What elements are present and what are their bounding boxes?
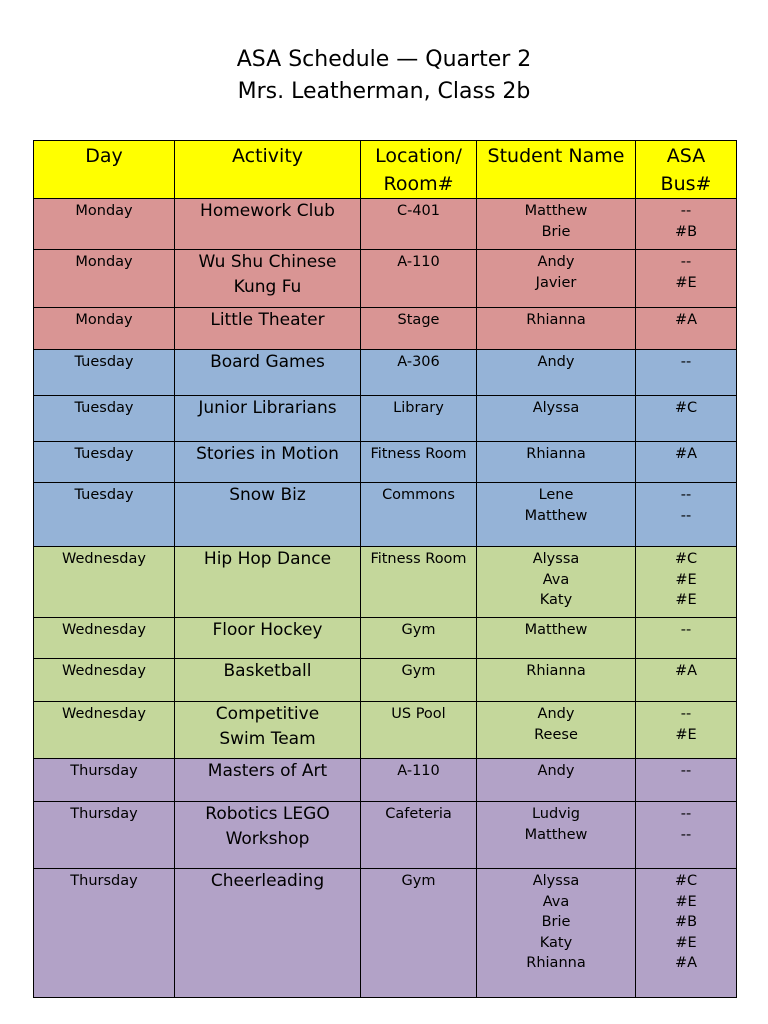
header-bus: ASA Bus#	[636, 141, 737, 199]
activity-cell: Board Games	[175, 350, 361, 396]
activity-cell: Robotics LEGO Workshop	[175, 802, 361, 869]
day-cell: Thursday	[34, 869, 175, 998]
table-row	[34, 442, 737, 483]
table-row	[34, 199, 737, 250]
day-cell: Monday	[34, 250, 175, 308]
activity-cell: Competitive Swim Team	[175, 702, 361, 759]
location-cell: US Pool	[361, 702, 477, 759]
location-cell: A-306	[361, 350, 477, 396]
day-cell: Tuesday	[34, 483, 175, 547]
location-cell: Fitness Room	[361, 442, 477, 483]
header-location: Location/ Room#	[361, 141, 477, 199]
table-row	[34, 396, 737, 442]
bus-cell: #A	[636, 442, 737, 483]
table-row	[34, 350, 737, 396]
bus-cell: #A	[636, 308, 737, 350]
location-cell: Gym	[361, 869, 477, 998]
day-cell: Thursday	[34, 802, 175, 869]
activity-cell: Floor Hockey	[175, 618, 361, 659]
header-activity: Activity	[175, 141, 361, 199]
student-name-cell: Andy Reese	[477, 702, 636, 759]
table-row	[34, 308, 737, 350]
student-name-cell: Andy	[477, 350, 636, 396]
activity-cell: Snow Biz	[175, 483, 361, 547]
location-cell: Cafeteria	[361, 802, 477, 869]
header-day: Day	[34, 141, 175, 199]
bus-cell: -- #B	[636, 199, 737, 250]
location-cell: Commons	[361, 483, 477, 547]
location-cell: A-110	[361, 250, 477, 308]
bus-cell: -- #E	[636, 250, 737, 308]
bus-cell: #A	[636, 659, 737, 702]
day-cell: Wednesday	[34, 659, 175, 702]
day-cell: Thursday	[34, 759, 175, 802]
day-cell: Monday	[34, 199, 175, 250]
day-cell: Tuesday	[34, 442, 175, 483]
bus-cell: --	[636, 759, 737, 802]
table-row	[34, 702, 737, 759]
location-cell: A-110	[361, 759, 477, 802]
day-cell: Tuesday	[34, 396, 175, 442]
bus-cell: -- --	[636, 483, 737, 547]
header-student-name: Student Name	[477, 141, 636, 199]
table-row	[34, 483, 737, 547]
student-name-cell: Matthew Brie	[477, 199, 636, 250]
activity-cell: Junior Librarians	[175, 396, 361, 442]
table-row	[34, 250, 737, 308]
student-name-cell: Matthew	[477, 618, 636, 659]
activity-cell: Little Theater	[175, 308, 361, 350]
location-cell: Library	[361, 396, 477, 442]
student-name-cell: Rhianna	[477, 659, 636, 702]
activity-cell: Wu Shu Chinese Kung Fu	[175, 250, 361, 308]
bus-cell: --	[636, 618, 737, 659]
location-cell: C-401	[361, 199, 477, 250]
day-cell: Wednesday	[34, 702, 175, 759]
day-cell: Wednesday	[34, 547, 175, 618]
bus-cell: #C #E #E	[636, 547, 737, 618]
document-title	[0, 44, 768, 108]
student-name-cell: Lene Matthew	[477, 483, 636, 547]
bus-cell: #C #E #B #E #A	[636, 869, 737, 998]
activity-cell: Basketball	[175, 659, 361, 702]
activity-cell: Hip Hop Dance	[175, 547, 361, 618]
student-name-cell: Andy Javier	[477, 250, 636, 308]
student-name-cell: Ludvig Matthew	[477, 802, 636, 869]
schedule-table	[33, 140, 737, 998]
table-row	[34, 802, 737, 869]
student-name-cell: Alyssa	[477, 396, 636, 442]
bus-cell: #C	[636, 396, 737, 442]
bus-cell: -- --	[636, 802, 737, 869]
table-row	[34, 618, 737, 659]
location-cell: Gym	[361, 618, 477, 659]
activity-cell: Masters of Art	[175, 759, 361, 802]
location-cell: Gym	[361, 659, 477, 702]
bus-cell: --	[636, 350, 737, 396]
table-row	[34, 759, 737, 802]
table-row	[34, 547, 737, 618]
student-name-cell: Alyssa Ava Brie Katy Rhianna	[477, 869, 636, 998]
day-cell: Tuesday	[34, 350, 175, 396]
location-cell: Stage	[361, 308, 477, 350]
activity-cell: Stories in Motion	[175, 442, 361, 483]
student-name-cell: Rhianna	[477, 308, 636, 350]
day-cell: Monday	[34, 308, 175, 350]
title-line-2: Mrs. Leatherman, Class 2b	[237, 79, 531, 104]
activity-cell: Homework Club	[175, 199, 361, 250]
student-name-cell: Andy	[477, 759, 636, 802]
table-row	[34, 659, 737, 702]
table-row	[34, 869, 737, 998]
student-name-cell: Alyssa Ava Katy	[477, 547, 636, 618]
student-name-cell: Rhianna	[477, 442, 636, 483]
activity-cell: Cheerleading	[175, 869, 361, 998]
title-line-1: ASA Schedule — Quarter 2	[236, 47, 532, 72]
day-cell: Wednesday	[34, 618, 175, 659]
bus-cell: -- #E	[636, 702, 737, 759]
header-row	[34, 141, 737, 199]
location-cell: Fitness Room	[361, 547, 477, 618]
